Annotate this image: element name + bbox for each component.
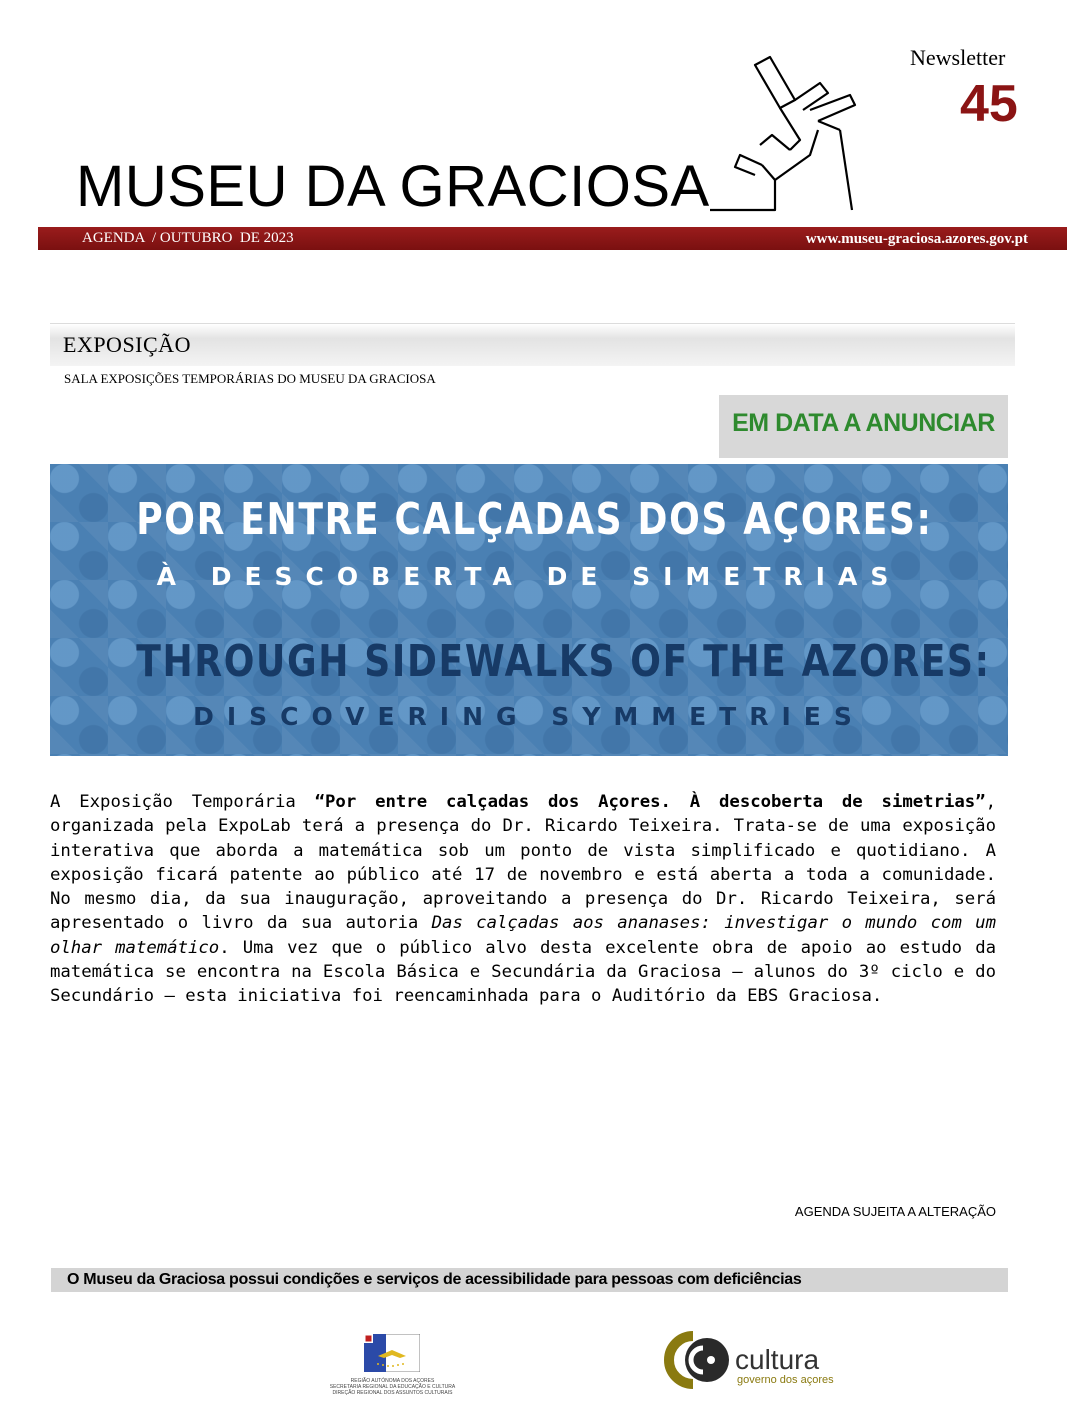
newsletter-label: Newsletter [910,45,1006,70]
section-header-bar [50,323,1015,366]
banner-pt-title: POR ENTRE CALÇADAS DOS AÇORES: [136,494,933,545]
date-badge: EM DATA A ANUNCIAR [732,409,995,437]
section-venue: SALA EXPOSIÇÕES TEMPORÁRIAS DO MUSEU DA GRACIOSA [64,371,436,386]
body-text-part: A Exposição Temporária [50,792,315,812]
schedule-disclaimer: AGENDA SUJEITA A ALTERAÇÃO [794,1204,996,1219]
accessibility-notice: O Museu da Graciosa possui condições e serviços de acessibilidade para pessoas com deficiências [67,1271,802,1288]
cultura-tagline: governo dos açores [737,1374,834,1386]
exhibition-description [50,790,996,1009]
exhibition-banner [50,464,1008,756]
azores-region-flag-icon [364,1334,420,1372]
museum-title: MUSEU DA GRACIOSA [76,154,710,219]
section-title: EXPOSIÇÃO [63,332,191,357]
banner-pt-subtitle: À DESCOBERTA DE SIMETRIAS [156,562,902,591]
banner-en-subtitle: DISCOVERING SYMMETRIES [193,702,865,731]
region-line: REGIÃO AUTÓNOMA DOS AÇORES [350,1378,435,1384]
body-text-part: . Uma vez que o público alvo desta excelente obra de apoio ao estudo da matemática se encontra na Escola Básica e Secundária da Graciosa – alunos do 3º ciclo e do Secundário – esta iniciativa foi reencaminhada para o Auditório da EBS Graciosa. [50,937,997,1007]
region-credits [320,1378,465,1396]
region-line: DIREÇÃO REGIONAL DOS ASSUNTOS CULTURAIS [332,1390,453,1396]
agenda-label: AGENDA / OUTUBRO DE 2023 [82,230,294,246]
book-title: Das calçadas aos ananases: investigar o mundo com um olhar matemático [50,913,996,958]
body-text-part: , organizada pela ExpoLab terá a presença do Dr. Ricardo Teixeira. Trata-se de uma exposição interativa que aborda a matemática sob um ponto de vista simplificado e quotidiano. A exposição ficará patente ao público até 17 de novembro e está aberta a toda a comunidade. No mesmo dia, da sua inauguração, aproveitando a presença do Dr. Ricardo Teixeira, será apresentado o livro da sua autoria [50,792,996,934]
website-link[interactable]: www.museu-graciosa.azores.gov.pt [805,231,1028,247]
newsletter-number: 45 [960,75,1018,133]
cultura-wordmark: cultura [735,1344,820,1375]
banner-en-title: THROUGH SIDEWALKS OF THE AZORES: [136,636,991,687]
windmill-logo-icon [700,55,860,215]
exhibition-name: “Por entre calçadas dos Açores. À descoberta de simetrias” [314,792,986,812]
region-line: SECRETARIA REGIONAL DA EDUCAÇÃO E CULTURA [329,1384,456,1390]
